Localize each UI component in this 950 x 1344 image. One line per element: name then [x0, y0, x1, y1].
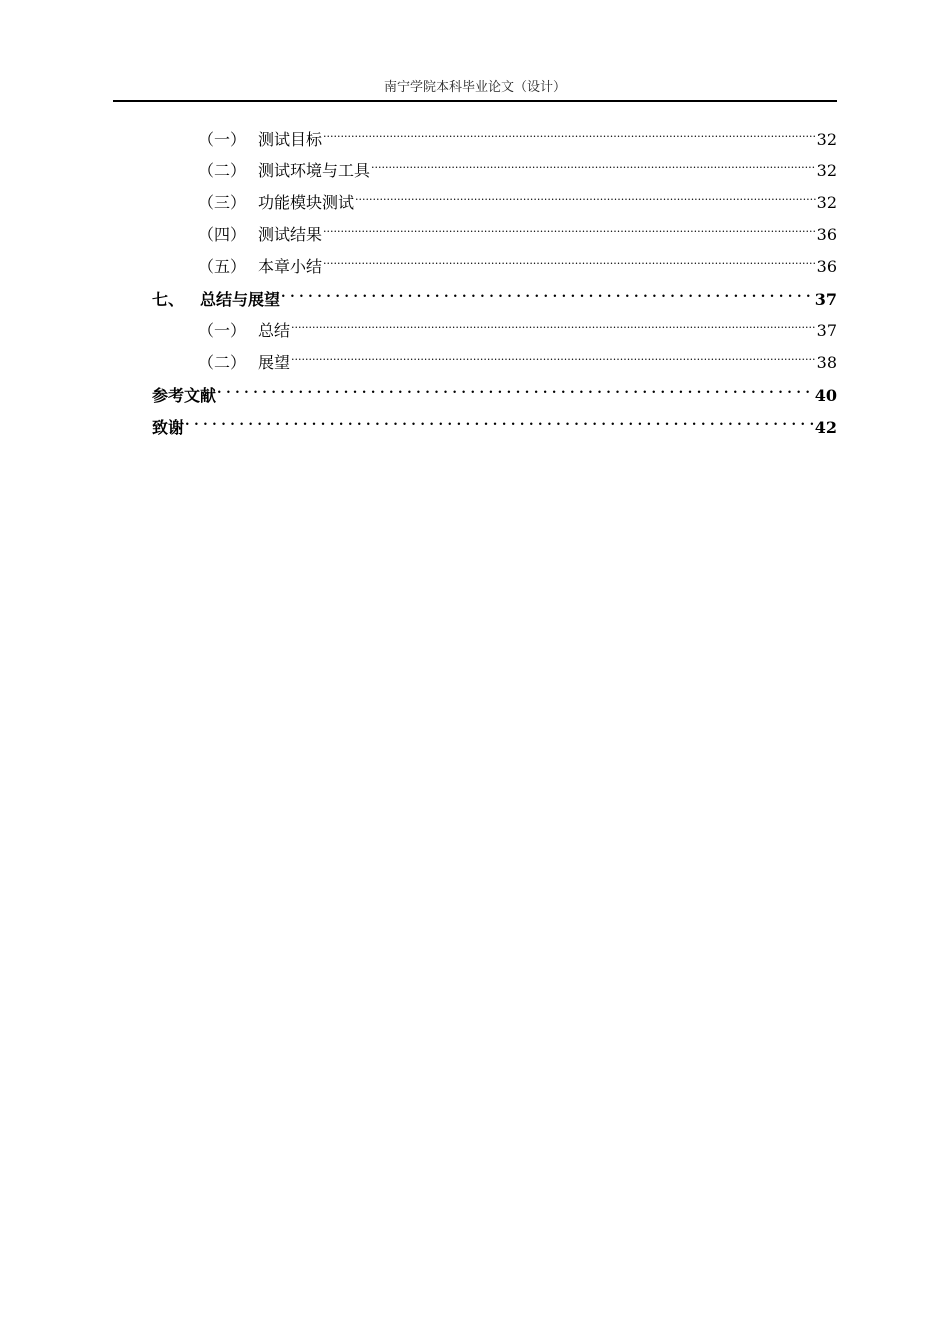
- toc-entry-page: 32: [816, 161, 837, 180]
- toc-dot-leader: [371, 148, 816, 176]
- toc-entry[interactable]: [198, 244, 837, 276]
- toc-entry-title: 本章小结: [258, 257, 323, 276]
- toc-entry-number: 七、: [152, 290, 185, 309]
- toc-entry-title: 功能模块测试: [258, 193, 355, 212]
- toc-entry-title: 总结: [258, 321, 291, 340]
- toc-entry-number: （二）: [198, 353, 247, 372]
- toc-dot-leader: [291, 308, 816, 336]
- toc-entry-page: 37: [814, 290, 837, 309]
- toc-dot-leader: [185, 405, 814, 433]
- toc-entry[interactable]: [198, 180, 837, 212]
- toc-dot-leader: [323, 212, 816, 240]
- toc-dot-leader: [291, 340, 816, 368]
- header-rule: [113, 100, 837, 102]
- toc-entry-title: 测试结果: [258, 225, 323, 244]
- page-header: 南宁学院本科毕业论文（设计）: [383, 80, 566, 95]
- toc-entry-title: 展望: [258, 353, 291, 372]
- toc-entry-number: （二）: [198, 161, 247, 180]
- toc-entry-title: 致谢: [152, 418, 185, 437]
- toc-chapter-entry[interactable]: [152, 277, 837, 309]
- toc-entry-number: （三）: [198, 193, 247, 212]
- toc-entry[interactable]: [198, 148, 837, 180]
- toc-entry-number: （一）: [198, 321, 247, 340]
- toc-entry[interactable]: [198, 212, 837, 244]
- toc-entry-title: 测试环境与工具: [258, 161, 371, 180]
- toc-dot-leader: [281, 277, 814, 305]
- toc-entry[interactable]: [198, 308, 837, 340]
- toc-dot-leader: [355, 180, 816, 208]
- toc-entry[interactable]: [198, 117, 837, 149]
- toc-entry-page: 37: [816, 321, 837, 340]
- toc-entry-page: 42: [814, 418, 837, 437]
- toc-chapter-entry[interactable]: [152, 373, 837, 405]
- toc-entry-page: 36: [816, 257, 837, 276]
- toc-entry-title: 参考文献: [152, 386, 217, 405]
- toc-entry-page: 38: [816, 353, 837, 372]
- toc-entry-title: 总结与展望: [200, 290, 281, 309]
- toc-dot-leader: [323, 117, 816, 145]
- toc-entry-page: 32: [816, 130, 837, 149]
- toc-entry-number: （五）: [198, 257, 247, 276]
- toc-dot-leader: [323, 244, 816, 272]
- toc-entry-number: （一）: [198, 130, 247, 149]
- toc-entry-page: 32: [816, 193, 837, 212]
- toc-entry-number: （四）: [198, 225, 247, 244]
- toc-chapter-entry[interactable]: [152, 405, 837, 437]
- toc-entry[interactable]: [198, 340, 837, 372]
- toc-entry-page: 36: [816, 225, 837, 244]
- toc-entry-page: 40: [814, 386, 837, 405]
- toc-entry-title: 测试目标: [258, 130, 323, 149]
- toc-dot-leader: [217, 373, 814, 401]
